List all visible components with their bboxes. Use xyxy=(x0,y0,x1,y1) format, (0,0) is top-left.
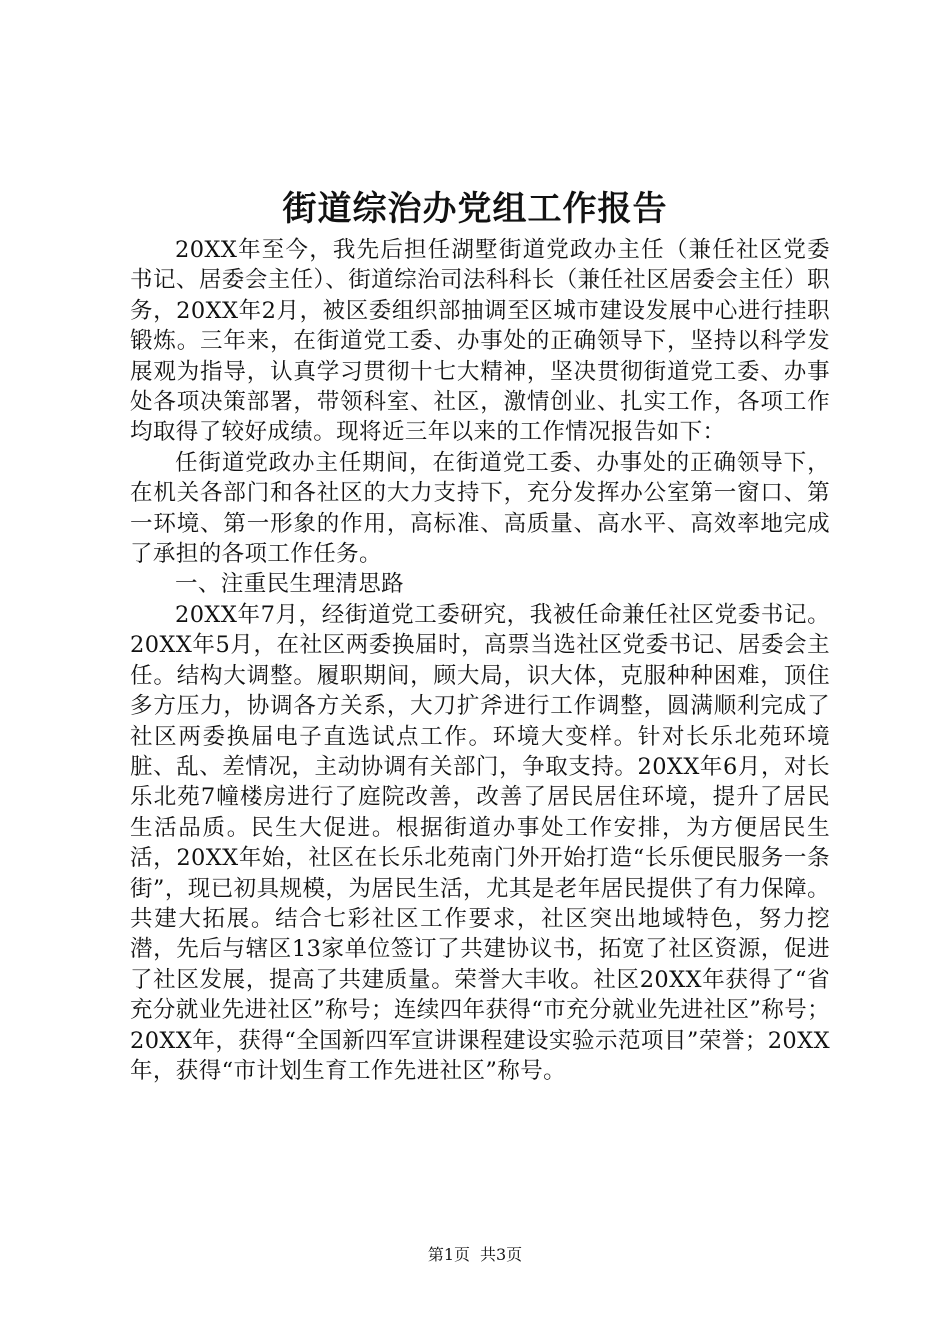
paragraph-intro: 20XX年至今，我先后担任湖墅街道党政办主任（兼任社区党委书记、居委会主任）、街道综治司法科科长（兼任社区居委会主任）职务，20XX年2月，被区委组织部抽调至区城市建设发展中心进行挂职锻炼。三年来，在街道党工委、办事处的正确领导下，坚持以科学发展观为指导，认真学习贯彻十七大精神，坚决贯彻街道党工委、办事处各项决策部署，带领科室、社区，激情创业、扎实工作，各项工作均取得了较好成绩。现将近三年以来的工作情况报告如下： xyxy=(130,237,830,446)
page-total: 共3页 xyxy=(480,1245,523,1264)
document-body xyxy=(130,235,830,1086)
page-footer xyxy=(0,1244,950,1266)
document-title: 街道综治办党组工作报告 xyxy=(282,189,668,229)
paragraph-office-director: 任街道党政办主任期间，在街道党工委、办事处的正确领导下，在机关各部门和各社区的大力支持下，充分发挥办公室第一窗口、第一环境、第一形象的作用，高标准、高质量、高水平、高效率地完成了承担的各项工作任务。 xyxy=(130,449,830,568)
page-number: 第1页 xyxy=(427,1245,470,1264)
paragraph-community: 20XX年7月，经街道党工委研究，我被任命兼任社区党委书记。20XX年5月，在社区两委换届时，高票当选社区党委书记、居委会主任。结构大调整。履职期间，顾大局，识大体，克服种种困难，顶住多方压力，协调各方关系，大刀扩斧进行工作调整，圆满顺利完成了社区两委换届电子直选试点工作。环境大变样。针对长乐北苑环境脏、乱、差情况，主动协调有关部门，争取支持。20XX年6月，对长乐北苑7幢楼房进行了庭院改善，改善了居民居住环境，提升了居民生活品质。民生大促进。根据街道办事处工作安排，为方便居民生活，20XX年始，社区在长乐北苑南门外开始打造“长乐便民服务一条街”，现已初具规模，为居民生活，尤其是老年居民提供了有力保障。共建大拓展。结合七彩社区工作要求，社区突出地域特色，努力挖潜，先后与辖区13家单位签订了共建协议书，拓宽了社区资源，促进了社区发展，提高了共建质量。荣誉大丰收。社区20XX年获得了“省充分就业先进社区”称号；连续四年获得“市充分就业先进社区”称号；20XX年，获得“全国新四军宣讲课程建设实验示范项目”荣誉；20XX年，获得“市计划生育工作先进社区”称号。 xyxy=(130,601,830,1084)
section-heading: 一、注重民生理清思路 xyxy=(175,571,405,598)
